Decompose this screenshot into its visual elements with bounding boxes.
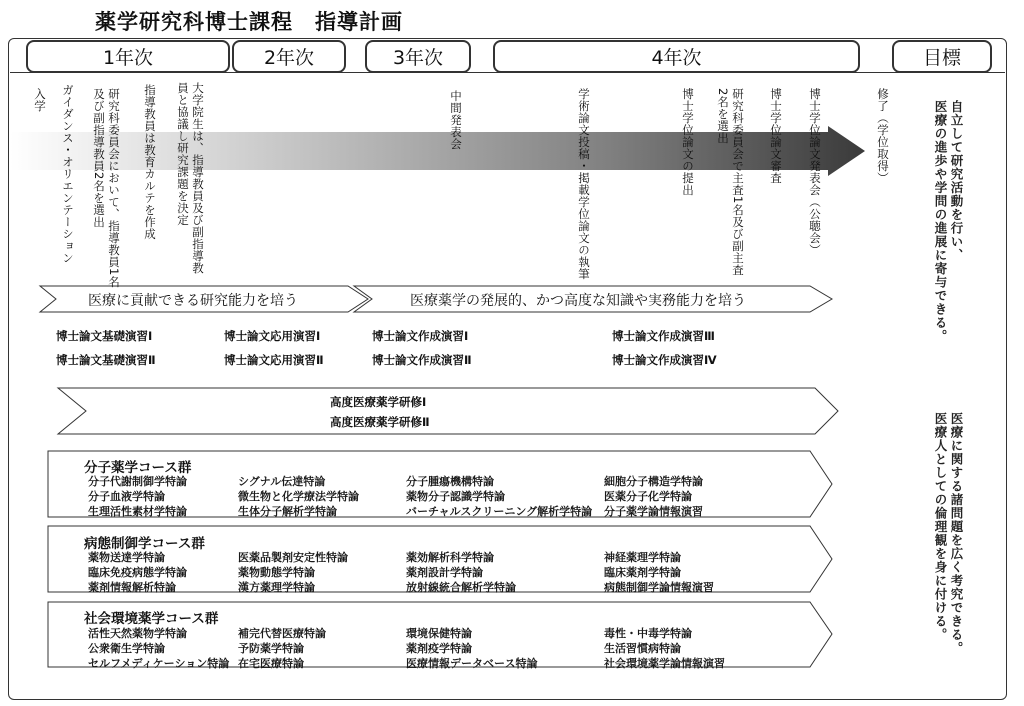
year1-header (26, 40, 230, 73)
course-title-pathology: 病態制御学コース群 (84, 536, 205, 552)
year4-header (493, 40, 860, 73)
course-item: 環境保健特論 (406, 627, 472, 640)
course-item: 予防薬学特論 (238, 642, 304, 655)
event-guidance: ガイダンス・オリエンテーション (61, 84, 75, 264)
event-committee: 研究科委員会において、指導教員1名 及び副指導教員2名を選出 (92, 88, 121, 288)
training-1: 高度医療薬学研修Ⅰ (330, 395, 427, 409)
course-item: 分子薬学論情報演習 (604, 505, 703, 518)
course-item: 分子血液学特論 (88, 490, 165, 503)
course-item: 生理活性素材学特論 (88, 505, 187, 518)
course-item: 社会環境薬学論情報演習 (604, 657, 725, 670)
event-interim: 中間発表会 (449, 90, 463, 150)
year2-header (232, 40, 346, 73)
course-item: 細胞分子構造学特論 (604, 475, 703, 488)
training-2: 高度医療薬学研修Ⅱ (330, 415, 430, 429)
course-item: 毒性・中毒学特論 (604, 627, 692, 640)
seminar-y2-2: 博士論文応用演習Ⅱ (224, 353, 324, 367)
goal-label: 目標 (922, 47, 961, 69)
seminar-y1-1: 博士論文基礎演習Ⅰ (56, 329, 153, 343)
course-item: 分子腫瘍機構特論 (406, 475, 494, 488)
event-presentation: 博士学位論文発表会（公聴会） (808, 88, 822, 256)
year4-label: 4年次 (651, 47, 702, 69)
event-admission: 入学 (33, 88, 47, 112)
band1-label: 医療に貢献できる研究能力を培う (88, 293, 298, 309)
course-item: 在宅医療特論 (238, 657, 304, 670)
event-completion: 修了（学位取得） (876, 88, 890, 184)
event-theme: 大学院生は、指導教員及び副指導教 員と協議し研究課題を決定 (176, 82, 205, 274)
seminar-y3-2: 博士論文作成演習Ⅱ (372, 353, 472, 367)
course-item: 薬物分子認識学特論 (406, 490, 505, 503)
course-item: 漢方薬理学特論 (238, 581, 315, 594)
course-item: 活性天然薬物学特論 (88, 627, 187, 640)
seminar-y2-1: 博士論文応用演習Ⅰ (224, 329, 321, 343)
outer-frame (8, 38, 1007, 700)
year1-label: 1年次 (102, 47, 154, 69)
goal-header (892, 40, 992, 73)
course-item: 神経薬理学特論 (604, 551, 681, 564)
event-karte: 指導教員は教育カルテを作成 (143, 84, 157, 240)
course-item: 医療情報データベース特論 (406, 657, 538, 670)
year3-label: 3年次 (392, 47, 444, 69)
course-item: 医薬品製剤安定性特論 (238, 551, 348, 564)
course-item: 放射線統合解析学特論 (406, 581, 516, 594)
course-title-social: 社会環境薬学コース群 (84, 611, 219, 627)
course-item: 薬効解析科学特論 (406, 551, 494, 564)
header-divider (10, 72, 1005, 73)
course-item: バーチャルスクリーニング解析学特論 (406, 505, 593, 518)
seminar-y3-1: 博士論文作成演習Ⅰ (372, 329, 469, 343)
event-review: 博士学位論文審査 (769, 88, 783, 184)
event-examiners: 研究科委員会で主査1名及び副主査 2名を選出 (716, 88, 745, 276)
event-paper: 学術論文投稿・掲載学位論文の執筆 (577, 88, 591, 280)
course-item: 薬剤疫学特論 (406, 642, 472, 655)
course-item: 薬剤設計学特論 (406, 566, 483, 579)
seminar-y1-2: 博士論文基礎演習Ⅱ (56, 353, 156, 367)
event-submit: 博士学位論文の提出 (681, 88, 695, 196)
course-item: 薬剤情報解析特論 (88, 581, 176, 594)
goal-text-2: 医療に関する諸問題を広く考究できる。 医療人としての倫理観を身に付ける。 (933, 412, 964, 655)
course-item: 薬物動態学特論 (238, 566, 315, 579)
year2-label: 2年次 (263, 47, 315, 69)
course-item: 生活習慣病特論 (604, 642, 681, 655)
course-item: 公衆衛生学特論 (88, 642, 165, 655)
course-item: 病態制御学論情報演習 (604, 581, 714, 594)
goal-text-1: 自立して研究活動を行い、 医療の進歩や学問の進展に寄与できる。 (933, 100, 964, 343)
seminar-y4-2: 博士論文作成演習Ⅳ (612, 353, 717, 367)
course-item: 臨床免疫病態学特論 (88, 566, 187, 579)
year3-header (365, 40, 471, 73)
page-title: 薬学研究科博士課程 指導計画 (95, 10, 403, 34)
band2-label: 医療薬学の発展的、かつ高度な知識や実務能力を培う (410, 293, 746, 309)
course-item: 微生物と化学療法学特論 (238, 490, 359, 503)
course-item: 補完代替医療特論 (238, 627, 326, 640)
course-title-molecular: 分子薬学コース群 (84, 460, 192, 476)
course-item: 臨床薬剤学特論 (604, 566, 681, 579)
course-item: 分子代謝制御学特論 (88, 475, 187, 488)
course-item: シグナル伝達特論 (238, 475, 326, 488)
course-item: 生体分子解析学特論 (238, 505, 337, 518)
course-item: 薬物送達学特論 (88, 551, 165, 564)
course-item: 医薬分子化学特論 (604, 490, 692, 503)
seminar-y4-1: 博士論文作成演習Ⅲ (612, 329, 715, 343)
course-item: セルフメディケーション特論 (88, 657, 230, 670)
